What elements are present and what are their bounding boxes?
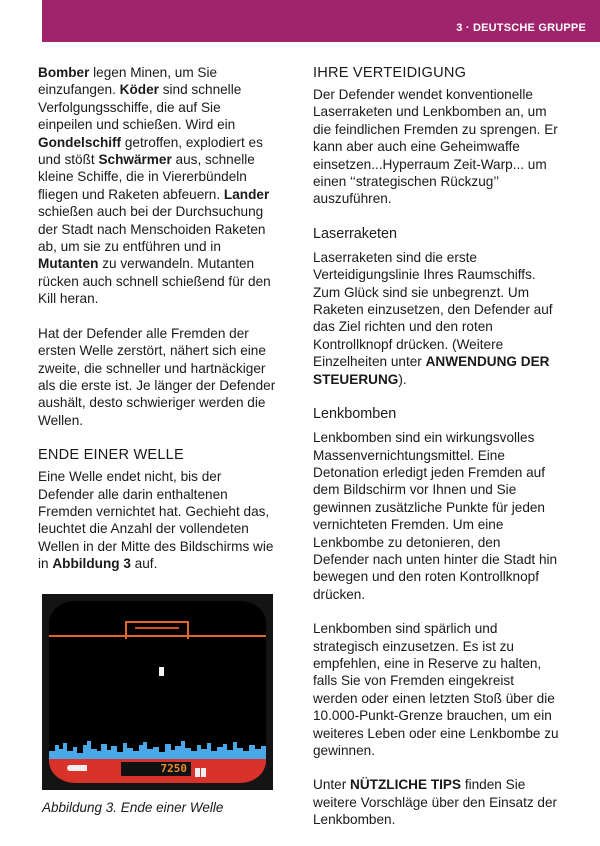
laser-paragraph — [313, 249, 559, 388]
text-run: ). — [398, 371, 407, 387]
text-run: auf. — [130, 556, 158, 572]
city-skyline — [49, 739, 266, 761]
bold-term: Mutanten — [38, 256, 99, 272]
figure-caption: Abbildung 3. Ende einer Welle — [42, 800, 224, 815]
game-screenshot-figure — [42, 594, 273, 790]
bold-term: Schwärmer — [98, 152, 172, 168]
bold-term: Bomber — [38, 65, 90, 80]
bold-term: ANWENDUNG DER STEUERUNG — [313, 354, 550, 387]
text-run: legen Minen, um Sie einzufangen. — [38, 65, 218, 98]
enemies-paragraph — [38, 64, 276, 308]
bombs-paragraph: Lenkbomben sind ein wirkungsvolles Massenvernichtungsmittel. Eine Detonation erledigt jeden Fremden auf dem Bildschirm vor Ihnen und Sie gewinnen zusätzliche Punkte für jeden vernichteten Fremden. Um eine Lenkbombe zu detonieren, den Defender nach unten hinter die Stadt hin bewegen und den roten Kontrollknopf drücken. — [313, 430, 558, 602]
text-run: schießen auch bei der Durchsuchung der Stadt nach Menschoiden Raketen ab, um sie zu entführen und in — [38, 204, 266, 255]
wave-number-indicator — [159, 667, 164, 676]
laser-subheading: Laserraketen — [313, 225, 397, 242]
text-run: finden Sie weitere Vorschläge über den Einsatz der Lenkbomben. — [313, 777, 558, 828]
text-run: aus, schnelle kleine Schiffe, die in Viererbündeln fliegen und Raketen abfeuern. — [38, 152, 255, 202]
defense-paragraph: Der Defender wendet konventionelle Laserraketen und Lenkbomben an, um die feindlichen Fremden zu sprengen. Er kann aber auch eine Geheimwaffe einsetzen...Hyperraum Zeit-Warp... um einen ‘‘strategischen Rückzug’’ auszuführen. — [313, 87, 558, 207]
text-run: Eine Welle endet nicht, bis der Defender alle darin enthaltenen Fremden vernichtet hat. Gechieht das, leuchtet die Anzahl der vollendeten Wellen in der Mitte des Bildschirms wie in — [38, 469, 274, 572]
waves-paragraph: Hat der Defender alle Fremden der ersten Welle zerstört, nähert sich eine zweite, die schneller und hartnäckiger als die erste ist. Je länger der Defender aushält, desto schwieriger werden die Wellen. — [38, 325, 276, 428]
section-label: 3 · DEUTSCHE GRUPPE — [456, 22, 586, 34]
defender-ship — [67, 765, 87, 771]
wave-end-heading: ENDE EINER WELLE — [38, 447, 184, 464]
text-run: getroffen, explodiert es und stößt — [38, 134, 263, 168]
section-header-bar — [42, 0, 600, 42]
left-column — [38, 64, 276, 590]
bold-term: Lander — [223, 186, 270, 202]
wave-end-paragraph — [38, 468, 276, 572]
text-run: zu verwandeln. Mutanten rücken auch schnell schießend für den Kill heran. — [38, 256, 271, 307]
score-display: 7250 — [121, 762, 191, 776]
text-run: Unter — [313, 777, 351, 793]
bombs-strategy-paragraph: Lenkbomben sind spärlich und strategisch einzusetzen. Es ist zu empfehlen, eine in Reserve zu halten, falls Sie von Fremden eingekreist werden oder einen letzten Stoß über die 10.000-Punkt-Grenze brauchen, um ein weiteres Leben oder eine Lenkbombe zu gewinnen. — [313, 621, 559, 758]
text-run: sind schnelle Verfolgungsschiffe, die auf Sie einpeilen und schießen. Wird ein — [38, 82, 242, 133]
text-run: Laserraketen sind die erste Verteidigungslinie Ihres Raumschiffs. Zum Glück sind sie unbegrenzt. Um Raketen einzusetzen, den Defender auf das Ziel richten und den roten Kontrollknopf drücken. (Weitere Einzelheiten unter — [313, 249, 553, 370]
tips-paragraph — [313, 776, 559, 828]
smart-bombs-indicator — [195, 764, 213, 773]
game-screen — [49, 601, 266, 783]
bold-term: Köder — [119, 82, 159, 98]
bold-term: NÜTZLICHE TIPS — [350, 777, 462, 793]
hud-divider — [49, 635, 266, 637]
bold-term: Gondelschiff — [38, 134, 122, 150]
bombs-subheading: Lenkbomben — [313, 406, 397, 423]
defense-heading: IHRE VERTEIDIGUNG — [313, 65, 467, 81]
bold-term: Abbildung 3 — [52, 556, 131, 572]
right-column — [313, 64, 559, 846]
